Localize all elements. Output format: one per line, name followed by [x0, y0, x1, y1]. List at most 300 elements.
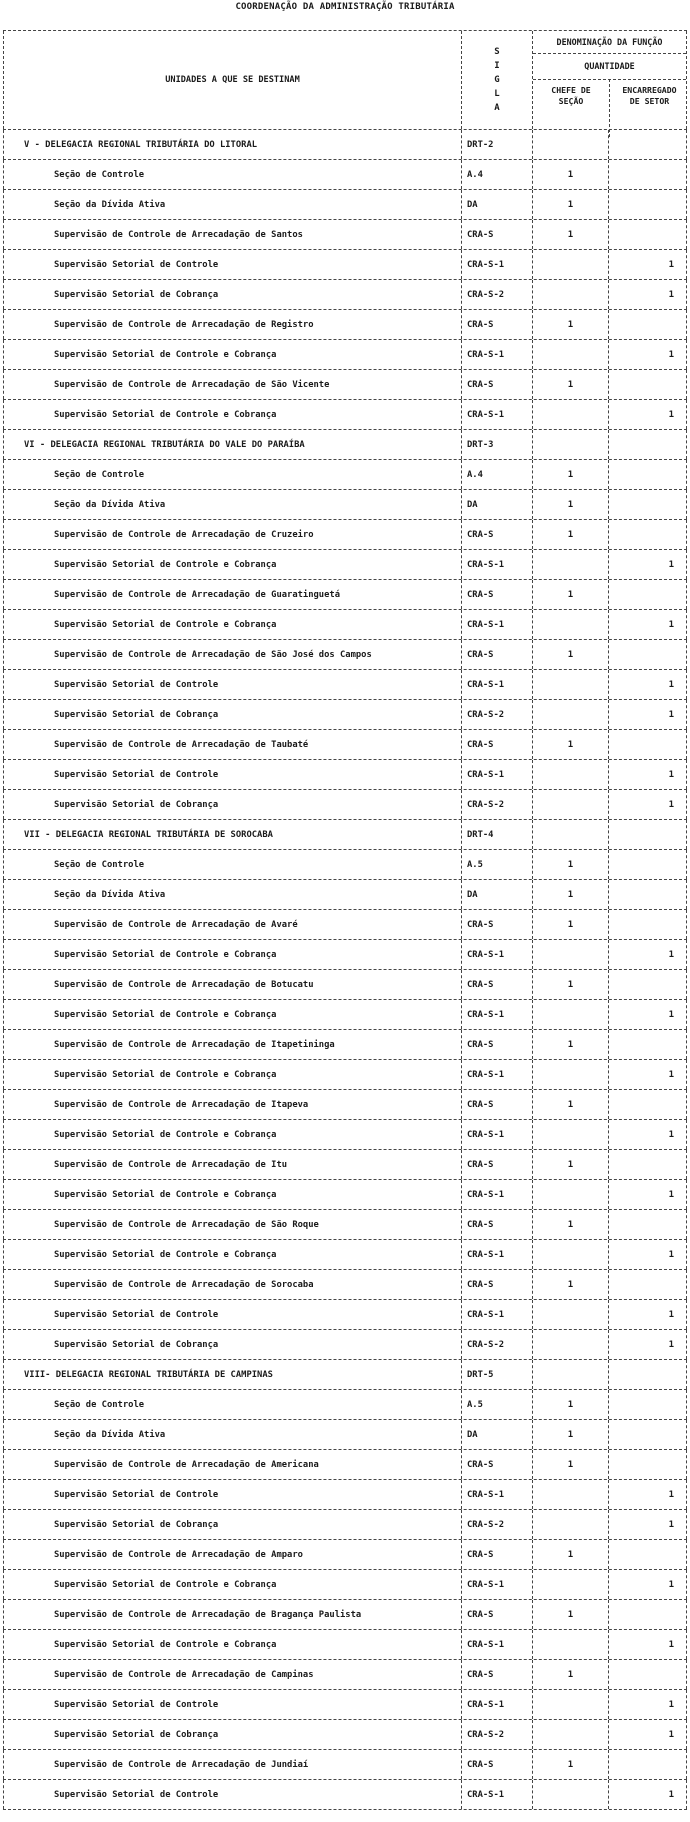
header-encarregado-line1: ENCARREGADO [622, 85, 677, 95]
qty-encarregado-setor: 1 [608, 340, 687, 369]
unit-name: Supervisão de Controle de Arrecadação de Itapeva [3, 1090, 461, 1119]
unit-name: Supervisão Setorial de Controle e Cobrança [3, 1570, 461, 1599]
unit-sigla: A.4 [461, 460, 532, 489]
delegacia-row [3, 430, 687, 460]
unit-sigla: CRA-S [461, 1030, 532, 1059]
qty-encarregado-setor: 1 [608, 1630, 687, 1659]
unit-sigla: CRA-S-1 [461, 1060, 532, 1089]
delegacia-row [3, 130, 687, 160]
header-funcao-group [532, 31, 687, 129]
unit-name: Supervisão de Controle de Arrecadação de Botucatu [3, 970, 461, 999]
unit-sigla: CRA-S-1 [461, 760, 532, 789]
qty-chefe-secao: 1 [532, 190, 608, 219]
qty-chefe-secao: 1 [532, 490, 608, 519]
qty-chefe-secao [532, 1360, 608, 1389]
header-chefe-line1: CHEFE DE [551, 85, 591, 95]
unit-name: Supervisão Setorial de Cobrança [3, 1330, 461, 1359]
unit-sigla: CRA-S [461, 730, 532, 759]
qty-encarregado-setor: 1 [608, 280, 687, 309]
qty-chefe-secao: 1 [532, 1090, 608, 1119]
unit-name: Supervisão de Controle de Arrecadação de Bragança Paulista [3, 1600, 461, 1629]
header-sigla-letter: A [494, 103, 500, 113]
table-row [3, 1150, 687, 1180]
table-row [3, 730, 687, 760]
table-row [3, 1450, 687, 1480]
table-row [3, 970, 687, 1000]
qty-encarregado-setor: 1 [608, 1780, 687, 1809]
table-row [3, 1510, 687, 1540]
table-row [3, 220, 687, 250]
unit-sigla: CRA-S-2 [461, 1330, 532, 1359]
qty-chefe-secao: 1 [532, 970, 608, 999]
unit-name: Supervisão Setorial de Controle e Cobrança [3, 610, 461, 639]
unit-sigla: CRA-S [461, 1090, 532, 1119]
table-row [3, 1300, 687, 1330]
qty-chefe-secao [532, 790, 608, 819]
unit-name: Supervisão de Controle de Arrecadação de Taubaté [3, 730, 461, 759]
table-row [3, 340, 687, 370]
qty-chefe-secao [532, 1060, 608, 1089]
unit-name: Supervisão Setorial de Controle [3, 1300, 461, 1329]
qty-encarregado-setor: 1 [608, 1060, 687, 1089]
unit-name: Supervisão Setorial de Cobrança [3, 1720, 461, 1749]
table-row [3, 1120, 687, 1150]
qty-encarregado-setor: 1 [608, 760, 687, 789]
header-sigla-letter: L [494, 89, 500, 99]
header-sigla-letter: G [494, 75, 500, 85]
unit-name: Supervisão de Controle de Arrecadação de Santos [3, 220, 461, 249]
table-row [3, 490, 687, 520]
table-row [3, 1330, 687, 1360]
qty-chefe-secao: 1 [532, 1210, 608, 1239]
unit-sigla: DA [461, 880, 532, 909]
table-row [3, 580, 687, 610]
unit-sigla: CRA-S-2 [461, 790, 532, 819]
qty-chefe-secao: 1 [532, 1660, 608, 1689]
table-row [3, 1570, 687, 1600]
qty-encarregado-setor: 1 [608, 250, 687, 279]
qty-chefe-secao [532, 1120, 608, 1149]
unit-sigla: DRT-4 [461, 820, 532, 849]
qty-chefe-secao [532, 1690, 608, 1719]
table-row [3, 610, 687, 640]
unit-name: V - DELEGACIA REGIONAL TRIBUTÁRIA DO LITORAL [3, 130, 461, 159]
table-row [3, 1420, 687, 1450]
qty-encarregado-setor [608, 1390, 687, 1419]
unit-sigla: CRA-S [461, 580, 532, 609]
qty-encarregado-setor [608, 820, 687, 849]
unit-sigla: CRA-S-1 [461, 1000, 532, 1029]
unit-sigla: CRA-S-1 [461, 250, 532, 279]
qty-chefe-secao [532, 1240, 608, 1269]
table-row [3, 460, 687, 490]
qty-encarregado-setor: 1 [608, 1570, 687, 1599]
unit-sigla: CRA-S-2 [461, 280, 532, 309]
unit-sigla: CRA-S [461, 1450, 532, 1479]
qty-encarregado-setor [608, 970, 687, 999]
unit-name: VIII- DELEGACIA REGIONAL TRIBUTÁRIA DE CAMPINAS [3, 1360, 461, 1389]
qty-encarregado-setor [608, 190, 687, 219]
unit-name: VI - DELEGACIA REGIONAL TRIBUTÁRIA DO VALE DO PARAÍBA [3, 430, 461, 459]
qty-chefe-secao [532, 1570, 608, 1599]
qty-encarregado-setor [608, 1150, 687, 1179]
qty-chefe-secao: 1 [532, 850, 608, 879]
unit-name: Seção da Dívida Ativa [3, 490, 461, 519]
unit-name: Supervisão Setorial de Cobrança [3, 1510, 461, 1539]
qty-chefe-secao [532, 1180, 608, 1209]
unit-name: Supervisão Setorial de Controle e Cobrança [3, 1180, 461, 1209]
unit-sigla: CRA-S [461, 310, 532, 339]
qty-chefe-secao: 1 [532, 370, 608, 399]
unit-name: Supervisão Setorial de Controle [3, 1690, 461, 1719]
unit-name: Seção da Dívida Ativa [3, 1420, 461, 1449]
unit-sigla: DA [461, 490, 532, 519]
qty-encarregado-setor [608, 850, 687, 879]
qty-chefe-secao: 1 [532, 160, 608, 189]
qty-encarregado-setor [608, 880, 687, 909]
table-row [3, 1630, 687, 1660]
qty-chefe-secao [532, 1300, 608, 1329]
table-row [3, 160, 687, 190]
unit-sigla: CRA-S [461, 1750, 532, 1779]
qty-encarregado-setor: 1 [608, 940, 687, 969]
qty-chefe-secao [532, 1630, 608, 1659]
unit-name: Supervisão Setorial de Cobrança [3, 790, 461, 819]
qty-encarregado-setor [608, 1030, 687, 1059]
qty-chefe-secao [532, 280, 608, 309]
unit-sigla: CRA-S-1 [461, 670, 532, 699]
qty-encarregado-setor [608, 1540, 687, 1569]
qty-chefe-secao [532, 1330, 608, 1359]
header-chefe-line2: SEÇÃO [558, 96, 584, 106]
qty-encarregado-setor [608, 220, 687, 249]
qty-chefe-secao: 1 [532, 460, 608, 489]
qty-chefe-secao [532, 760, 608, 789]
qty-chefe-secao: 1 [532, 880, 608, 909]
qty-encarregado-setor [608, 370, 687, 399]
delegacia-row [3, 1360, 687, 1390]
table-row [3, 1270, 687, 1300]
unit-sigla: CRA-S [461, 220, 532, 249]
unit-name: Supervisão Setorial de Controle [3, 670, 461, 699]
table-row [3, 310, 687, 340]
unit-sigla: CRA-S [461, 1540, 532, 1569]
unit-name: VII - DELEGACIA REGIONAL TRIBUTÁRIA DE SOROCABA [3, 820, 461, 849]
unit-sigla: CRA-S [461, 1270, 532, 1299]
unit-sigla: CRA-S [461, 1150, 532, 1179]
unit-name: Supervisão Setorial de Controle e Cobrança [3, 1630, 461, 1659]
table-row [3, 910, 687, 940]
table-row [3, 250, 687, 280]
header-encarregado-line2: DE SETOR [629, 96, 670, 106]
table-body [3, 130, 687, 1810]
qty-chefe-secao: 1 [532, 1420, 608, 1449]
unit-name: Supervisão Setorial de Cobrança [3, 700, 461, 729]
qty-chefe-secao: 1 [532, 910, 608, 939]
table-row [3, 400, 687, 430]
unit-sigla: DRT-5 [461, 1360, 532, 1389]
unit-name: Supervisão Setorial de Controle [3, 250, 461, 279]
unit-sigla: DRT-2 [461, 130, 532, 159]
qty-encarregado-setor: 1 [608, 1720, 687, 1749]
qty-chefe-secao: 1 [532, 310, 608, 339]
unit-name: Supervisão de Controle de Arrecadação de Registro [3, 310, 461, 339]
unit-name: Supervisão Setorial de Controle [3, 1780, 461, 1809]
unit-sigla: DA [461, 190, 532, 219]
qty-encarregado-setor [608, 1270, 687, 1299]
unit-name: Seção da Dívida Ativa [3, 190, 461, 219]
unit-name: Supervisão Setorial de Controle e Cobrança [3, 1240, 461, 1269]
table-row [3, 1030, 687, 1060]
unit-name: Supervisão de Controle de Arrecadação de Campinas [3, 1660, 461, 1689]
qty-encarregado-setor: 1 [608, 1480, 687, 1509]
table-row [3, 790, 687, 820]
unit-name: Supervisão de Controle de Arrecadação de São Roque [3, 1210, 461, 1239]
qty-encarregado-setor: 1 [608, 400, 687, 429]
qty-chefe-secao [532, 550, 608, 579]
qty-encarregado-setor: 1 [608, 1690, 687, 1719]
qty-encarregado-setor [608, 160, 687, 189]
header-chefe-secao [533, 79, 609, 137]
table-row [3, 520, 687, 550]
table-row [3, 1600, 687, 1630]
table-row [3, 760, 687, 790]
table-row [3, 1720, 687, 1750]
qty-chefe-secao [532, 610, 608, 639]
unit-sigla: CRA-S [461, 910, 532, 939]
qty-encarregado-setor: 1 [608, 700, 687, 729]
page-title: COORDENAÇÃO DA ADMINISTRAÇÃO TRIBUTÁRIA [235, 2, 455, 12]
qty-chefe-secao: 1 [532, 640, 608, 669]
unit-sigla: CRA-S [461, 1600, 532, 1629]
qty-chefe-secao: 1 [532, 1750, 608, 1779]
unit-name: Supervisão Setorial de Controle e Cobrança [3, 940, 461, 969]
table-row [3, 1780, 687, 1810]
unit-sigla: CRA-S [461, 520, 532, 549]
unit-name: Supervisão de Controle de Arrecadação de Jundiaí [3, 1750, 461, 1779]
table-row [3, 370, 687, 400]
table-row [3, 1210, 687, 1240]
unit-sigla: CRA-S [461, 970, 532, 999]
table-header [3, 30, 687, 130]
unit-name: Supervisão de Controle de Arrecadação de Cruzeiro [3, 520, 461, 549]
table-row [3, 1660, 687, 1690]
unit-name: Supervisão Setorial de Controle e Cobrança [3, 1000, 461, 1029]
qty-encarregado-setor [608, 730, 687, 759]
qty-chefe-secao: 1 [532, 580, 608, 609]
qty-chefe-secao: 1 [532, 1150, 608, 1179]
qty-chefe-secao: 1 [532, 1450, 608, 1479]
unit-name: Supervisão de Controle de Arrecadação de São José dos Campos [3, 640, 461, 669]
unit-sigla: DRT-3 [461, 430, 532, 459]
unit-name: Supervisão de Controle de Arrecadação de Itapetininga [3, 1030, 461, 1059]
qty-encarregado-setor: 1 [608, 1510, 687, 1539]
unit-name: Supervisão de Controle de Arrecadação de Amparo [3, 1540, 461, 1569]
unit-name: Supervisão de Controle de Arrecadação de Avaré [3, 910, 461, 939]
header-denominacao: DENOMINAÇÃO DA FUNÇÃO [533, 31, 686, 54]
qty-encarregado-setor: 1 [608, 1300, 687, 1329]
unit-name: Seção de Controle [3, 160, 461, 189]
unit-sigla: CRA-S-1 [461, 610, 532, 639]
qty-chefe-secao [532, 940, 608, 969]
unit-sigla: CRA-S-1 [461, 940, 532, 969]
qty-encarregado-setor [608, 130, 687, 159]
table-row [3, 670, 687, 700]
unit-name: Seção de Controle [3, 1390, 461, 1419]
qty-encarregado-setor: 1 [608, 550, 687, 579]
table-row [3, 1480, 687, 1510]
unit-sigla: CRA-S-1 [461, 340, 532, 369]
unit-name: Supervisão Setorial de Controle e Cobrança [3, 400, 461, 429]
qty-chefe-secao: 1 [532, 1030, 608, 1059]
unit-sigla: CRA-S-1 [461, 1780, 532, 1809]
qty-chefe-secao [532, 700, 608, 729]
unit-name: Seção de Controle [3, 460, 461, 489]
qty-encarregado-setor [608, 1600, 687, 1629]
qty-chefe-secao [532, 1720, 608, 1749]
unit-sigla: DA [461, 1420, 532, 1449]
unit-sigla: CRA-S-1 [461, 1570, 532, 1599]
unit-sigla: CRA-S-1 [461, 550, 532, 579]
qty-encarregado-setor: 1 [608, 1000, 687, 1029]
table-row [3, 1060, 687, 1090]
qty-chefe-secao [532, 430, 608, 459]
unit-name: Supervisão de Controle de Arrecadação de Sorocaba [3, 1270, 461, 1299]
unit-sigla: CRA-S [461, 1660, 532, 1689]
qty-encarregado-setor [608, 430, 687, 459]
table-row [3, 850, 687, 880]
qty-encarregado-setor [608, 1450, 687, 1479]
qty-encarregado-setor: 1 [608, 1240, 687, 1269]
qty-chefe-secao: 1 [532, 730, 608, 759]
unit-sigla: CRA-S-2 [461, 700, 532, 729]
table-row [3, 1750, 687, 1780]
unit-sigla: CRA-S-1 [461, 1240, 532, 1269]
qty-chefe-secao [532, 1780, 608, 1809]
table-row [3, 550, 687, 580]
unit-sigla: CRA-S-1 [461, 1630, 532, 1659]
table-row [3, 1000, 687, 1030]
qty-encarregado-setor: 1 [608, 1330, 687, 1359]
qty-chefe-secao [532, 670, 608, 699]
unit-sigla: CRA-S [461, 370, 532, 399]
unit-name: Supervisão de Controle de Arrecadação de Guaratinguetá [3, 580, 461, 609]
qty-encarregado-setor [608, 310, 687, 339]
qty-chefe-secao [532, 820, 608, 849]
units-table [3, 30, 687, 1820]
qty-chefe-secao: 1 [532, 520, 608, 549]
table-row [3, 280, 687, 310]
qty-chefe-secao [532, 1480, 608, 1509]
qty-encarregado-setor: 1 [608, 610, 687, 639]
table-row [3, 880, 687, 910]
unit-sigla: CRA-S-1 [461, 1690, 532, 1719]
unit-name: Supervisão Setorial de Controle e Cobrança [3, 1120, 461, 1149]
qty-chefe-secao [532, 1000, 608, 1029]
qty-encarregado-setor [608, 1210, 687, 1239]
qty-encarregado-setor [608, 910, 687, 939]
unit-name: Supervisão de Controle de Arrecadação de São Vicente [3, 370, 461, 399]
qty-encarregado-setor [608, 1750, 687, 1779]
unit-sigla: A.4 [461, 160, 532, 189]
qty-encarregado-setor: 1 [608, 670, 687, 699]
qty-chefe-secao [532, 340, 608, 369]
header-sigla-letter: I [494, 61, 500, 71]
qty-chefe-secao: 1 [532, 220, 608, 249]
qty-chefe-secao [532, 250, 608, 279]
qty-chefe-secao [532, 400, 608, 429]
qty-chefe-secao: 1 [532, 1540, 608, 1569]
unit-name: Supervisão Setorial de Controle [3, 1480, 461, 1509]
unit-sigla: CRA-S [461, 1210, 532, 1239]
table-row [3, 1540, 687, 1570]
unit-sigla: CRA-S-1 [461, 1180, 532, 1209]
unit-name: Supervisão Setorial de Controle e Cobrança [3, 340, 461, 369]
table-row [3, 700, 687, 730]
qty-chefe-secao: 1 [532, 1390, 608, 1419]
unit-sigla: CRA-S-1 [461, 1120, 532, 1149]
unit-name: Seção de Controle [3, 850, 461, 879]
qty-encarregado-setor: 1 [608, 1180, 687, 1209]
qty-encarregado-setor [608, 520, 687, 549]
unit-sigla: CRA-S-2 [461, 1720, 532, 1749]
unit-sigla: CRA-S-1 [461, 1480, 532, 1509]
unit-name: Seção da Dívida Ativa [3, 880, 461, 909]
unit-sigla: A.5 [461, 850, 532, 879]
table-row [3, 1090, 687, 1120]
table-row [3, 1180, 687, 1210]
qty-encarregado-setor [608, 1090, 687, 1119]
header-encarregado-setor [609, 79, 689, 137]
qty-encarregado-setor [608, 1420, 687, 1449]
qty-encarregado-setor [608, 580, 687, 609]
qty-encarregado-setor: 1 [608, 1120, 687, 1149]
qty-encarregado-setor [608, 1360, 687, 1389]
table-row [3, 640, 687, 670]
unit-name: Supervisão de Controle de Arrecadação de Americana [3, 1450, 461, 1479]
delegacia-row [3, 820, 687, 850]
header-sigla [461, 31, 532, 129]
unit-sigla: CRA-S-1 [461, 1300, 532, 1329]
qty-chefe-secao: 1 [532, 1270, 608, 1299]
unit-name: Supervisão Setorial de Controle e Cobrança [3, 550, 461, 579]
unit-sigla: CRA-S-2 [461, 1510, 532, 1539]
qty-chefe-secao [532, 130, 608, 159]
qty-chefe-secao [532, 1510, 608, 1539]
table-row [3, 190, 687, 220]
qty-encarregado-setor [608, 1660, 687, 1689]
qty-encarregado-setor [608, 640, 687, 669]
qty-encarregado-setor [608, 460, 687, 489]
unit-name: Supervisão Setorial de Controle e Cobrança [3, 1060, 461, 1089]
table-row [3, 1690, 687, 1720]
header-quantidade: QUANTIDADE [533, 53, 686, 80]
table-row [3, 940, 687, 970]
unit-name: Supervisão de Controle de Arrecadação de Itu [3, 1150, 461, 1179]
qty-chefe-secao: 1 [532, 1600, 608, 1629]
unit-name: Supervisão Setorial de Controle [3, 760, 461, 789]
unit-sigla: CRA-S-1 [461, 400, 532, 429]
table-row [3, 1390, 687, 1420]
unit-sigla: A.5 [461, 1390, 532, 1419]
qty-encarregado-setor: 1 [608, 790, 687, 819]
header-sigla-letter: S [494, 47, 500, 57]
header-unidades: UNIDADES A QUE SE DESTINAM [3, 31, 461, 129]
unit-sigla: CRA-S [461, 640, 532, 669]
qty-encarregado-setor [608, 490, 687, 519]
unit-name: Supervisão Setorial de Cobrança [3, 280, 461, 309]
table-row [3, 1240, 687, 1270]
